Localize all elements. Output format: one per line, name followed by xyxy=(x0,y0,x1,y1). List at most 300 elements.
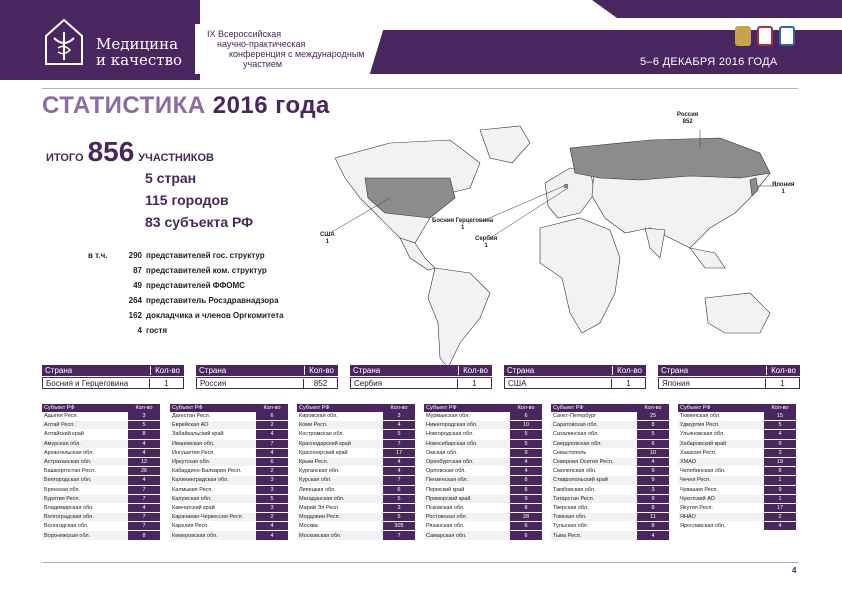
india-shape xyxy=(645,228,665,258)
breakdown-text: представителей ФФОМС xyxy=(146,281,245,290)
breakdown-text: представителей ком. структур xyxy=(146,266,267,275)
region-count: 7 xyxy=(256,440,288,448)
country-table-header xyxy=(42,365,184,377)
region-count: 6 xyxy=(256,412,288,420)
count-header: Кол-во xyxy=(150,366,184,375)
region-name: Северная Осетия Респ. xyxy=(551,458,637,466)
region-table xyxy=(424,404,542,541)
region-name: Ростовская обл. xyxy=(424,513,510,521)
region-row xyxy=(424,513,542,522)
region-name: Чувашия Респ. xyxy=(678,486,764,494)
breakdown-number: 264 xyxy=(128,296,142,305)
caduceus-logo-icon xyxy=(44,18,84,66)
region-name: Ингушетия Респ. xyxy=(170,449,256,457)
title-part2: 2016 года xyxy=(212,92,330,119)
region-name: Кабардино-Балкария Респ. xyxy=(170,467,256,475)
breakdown-number: 49 xyxy=(133,281,142,290)
region-row xyxy=(170,476,288,485)
region-count-header: Кол-во xyxy=(128,404,160,412)
breakdown-row xyxy=(88,311,146,326)
region-row xyxy=(297,449,415,458)
region-count: 4 xyxy=(128,504,160,512)
region-count: 4 xyxy=(256,522,288,530)
region-count: 8 xyxy=(764,467,796,475)
region-table-header xyxy=(678,404,796,412)
region-row xyxy=(170,513,288,522)
region-count: 3 xyxy=(383,504,415,512)
region-name: Москва xyxy=(297,522,383,530)
region-row xyxy=(170,531,288,540)
region-name: Астраханская обл. xyxy=(42,458,128,466)
country-count: 1 xyxy=(765,379,799,388)
region-row xyxy=(42,440,160,449)
region-name: Курская обл. xyxy=(297,476,383,484)
region-row xyxy=(551,421,669,430)
region-name: Самарская обл. xyxy=(424,531,510,539)
region-name: Ульяновская обл. xyxy=(678,430,764,438)
country-row xyxy=(504,377,646,389)
region-count-header: Кол-во xyxy=(637,404,669,412)
region-name: ХМАО xyxy=(678,458,764,466)
breakdown-number: 4 xyxy=(137,326,142,335)
region-header: Субъект РФ xyxy=(170,404,256,412)
region-count-header: Кол-во xyxy=(256,404,288,412)
region-count: 6 xyxy=(256,458,288,466)
country-table-header xyxy=(504,365,646,377)
region-row xyxy=(551,522,669,531)
breakdown-list xyxy=(88,251,146,341)
region-table xyxy=(678,404,796,531)
count-header: Кол-во xyxy=(612,366,646,375)
region-row xyxy=(551,513,669,522)
ann-japan-name: Япония xyxy=(772,182,795,188)
ann-usa xyxy=(320,232,335,246)
region-count: 11 xyxy=(637,513,669,521)
greenland-shape xyxy=(480,126,530,163)
region-row xyxy=(42,476,160,485)
region-count: 15 xyxy=(764,412,796,420)
region-name: Ярославская обл. xyxy=(678,522,764,530)
region-count: 12 xyxy=(128,458,160,466)
region-row xyxy=(424,467,542,476)
country-row xyxy=(658,377,800,389)
country-name: США xyxy=(508,378,527,388)
region-count: 4 xyxy=(256,430,288,438)
breakdown-prefix: в т.ч. xyxy=(88,251,108,260)
total-unit: УЧАСТНИКОВ xyxy=(138,152,214,164)
region-row xyxy=(424,495,542,504)
region-name: Татарстан Респ. xyxy=(551,495,637,503)
country-name: Россия xyxy=(200,378,227,388)
country-count: 1 xyxy=(149,379,183,388)
region-name: Еврейская АО xyxy=(170,421,256,429)
breakdown-number: 290 xyxy=(128,251,142,260)
region-name: Амурская обл. xyxy=(42,440,128,448)
region-row xyxy=(42,412,160,421)
region-table-header xyxy=(551,404,669,412)
country-count: 1 xyxy=(457,379,491,388)
region-count: 10 xyxy=(510,421,542,429)
region-count: 5 xyxy=(510,430,542,438)
emblems xyxy=(735,26,795,46)
region-count: 2 xyxy=(256,467,288,475)
region-row xyxy=(678,522,796,531)
region-row xyxy=(170,421,288,430)
region-count-header: Кол-во xyxy=(764,404,796,412)
country-table xyxy=(42,365,184,389)
region-name: Магаданская обл. xyxy=(297,495,383,503)
region-count: 4 xyxy=(510,458,542,466)
total-participants xyxy=(46,136,214,168)
region-name: Санкт-Петербург xyxy=(551,412,637,420)
region-table-header xyxy=(297,404,415,412)
country-table-header xyxy=(196,365,338,377)
region-name: Камчатский край xyxy=(170,504,256,512)
region-name: Мордовия Респ. xyxy=(297,513,383,521)
country-name: Сербия xyxy=(354,378,383,388)
agency-emblem-icon xyxy=(779,26,795,46)
region-row xyxy=(424,412,542,421)
region-name: Карелия Респ. xyxy=(170,522,256,530)
region-row xyxy=(678,476,796,485)
region-name: Забайкальский край xyxy=(170,430,256,438)
region-count: 4 xyxy=(637,458,669,466)
region-name: Костромская обл. xyxy=(297,430,383,438)
region-name: Иркутская обл. xyxy=(170,458,256,466)
country-name: Япония xyxy=(662,378,690,388)
australia-shape xyxy=(705,293,770,333)
region-count: 4 xyxy=(764,430,796,438)
region-count: 26 xyxy=(128,467,160,475)
region-count: 8 xyxy=(510,476,542,484)
region-row xyxy=(678,412,796,421)
region-row xyxy=(170,495,288,504)
region-name: Новосибирская обл. xyxy=(424,440,510,448)
total-count: 856 xyxy=(87,136,135,167)
region-row xyxy=(551,449,669,458)
region-name: Калужская обл. xyxy=(170,495,256,503)
region-row xyxy=(297,522,415,531)
region-count: 9 xyxy=(637,495,669,503)
region-name: Башкортостан Респ. xyxy=(42,467,128,475)
page-number: 4 xyxy=(792,566,797,575)
breakdown-text: представителей гос. структур xyxy=(146,251,265,260)
world-map xyxy=(330,118,800,373)
region-count: 6 xyxy=(637,440,669,448)
region-row xyxy=(170,486,288,495)
logo-line1: Медицина xyxy=(96,35,179,53)
region-name: Приморский край xyxy=(424,495,510,503)
region-row xyxy=(678,458,796,467)
region-count: 9 xyxy=(764,440,796,448)
region-count: 10 xyxy=(637,449,669,457)
region-count: 28 xyxy=(510,513,542,521)
conf-line-4: участием xyxy=(243,59,283,69)
region-name: Тверская обл. xyxy=(551,504,637,512)
region-count: 2 xyxy=(256,421,288,429)
region-name: Челябинская обл. xyxy=(678,467,764,475)
ann-russia xyxy=(677,112,698,126)
region-name: Тамбовская обл. xyxy=(551,486,637,494)
region-count: 2 xyxy=(764,513,796,521)
count-header: Кол-во xyxy=(766,366,800,375)
region-row xyxy=(551,412,669,421)
region-row xyxy=(42,486,160,495)
country-table xyxy=(350,365,492,389)
region-count: 4 xyxy=(128,476,160,484)
region-row xyxy=(42,467,160,476)
region-count: 7 xyxy=(128,513,160,521)
event-date: 5–6 ДЕКАБРЯ 2016 ГОДА xyxy=(640,56,778,68)
region-name: Московская обл. xyxy=(297,531,383,539)
region-row xyxy=(678,449,796,458)
region-name: Кемеровская обл. xyxy=(170,531,256,539)
ann-usa-name: США xyxy=(320,232,335,238)
region-row xyxy=(42,504,160,513)
region-count: 6 xyxy=(383,486,415,494)
region-row xyxy=(297,421,415,430)
breakdown-row xyxy=(88,296,146,311)
region-table xyxy=(170,404,288,541)
region-row xyxy=(297,412,415,421)
region-count: 3 xyxy=(256,486,288,494)
region-name: Сахалинская обл. xyxy=(551,430,637,438)
region-row xyxy=(42,531,160,540)
region-row xyxy=(424,449,542,458)
country-table xyxy=(658,365,800,389)
region-row xyxy=(42,421,160,430)
region-name: Саратовская обл. xyxy=(551,421,637,429)
region-row xyxy=(424,522,542,531)
region-table-header xyxy=(424,404,542,412)
region-count: 8 xyxy=(510,486,542,494)
ann-usa-value: 1 xyxy=(325,239,330,245)
region-row xyxy=(424,504,542,513)
country-row xyxy=(196,377,338,389)
region-name: Удмуртия Респ. xyxy=(678,421,764,429)
conference-text xyxy=(207,29,365,69)
africa-shape xyxy=(540,218,620,333)
region-name: Смоленская обл. xyxy=(551,467,637,475)
breakdown-row xyxy=(88,326,146,341)
region-row xyxy=(170,430,288,439)
region-header: Субъект РФ xyxy=(678,404,764,412)
country-header: Страна xyxy=(199,366,227,375)
region-row xyxy=(42,522,160,531)
header xyxy=(0,0,842,80)
region-count: 3 xyxy=(383,412,415,420)
region-row xyxy=(297,458,415,467)
logo-text xyxy=(96,36,182,68)
region-count: 8 xyxy=(128,430,160,438)
russia-highlight xyxy=(570,138,770,180)
count-header: Кол-во xyxy=(304,366,338,375)
region-count: 5 xyxy=(128,421,160,429)
region-name: Новгородская обл. xyxy=(424,430,510,438)
region-count: 3 xyxy=(128,412,160,420)
region-table-header xyxy=(170,404,288,412)
region-count: 5 xyxy=(383,495,415,503)
region-name: Архангельская обл. xyxy=(42,449,128,457)
balkans-highlight xyxy=(564,184,568,188)
region-name: Адыгея Респ. xyxy=(42,412,128,420)
ann-japan xyxy=(772,182,794,196)
region-row xyxy=(297,513,415,522)
region-table xyxy=(297,404,415,541)
region-name: Алтайский край xyxy=(42,430,128,438)
region-name: Коми Респ. xyxy=(297,421,383,429)
breakdown-text: представитель Росздравнадзора xyxy=(146,296,279,305)
region-row xyxy=(551,531,669,540)
region-count: 4 xyxy=(510,467,542,475)
central-america-shape xyxy=(400,238,435,270)
country-row xyxy=(350,377,492,389)
region-name: Дагестан Респ. xyxy=(170,412,256,420)
country-table-header xyxy=(658,365,800,377)
region-count: 5 xyxy=(510,440,542,448)
region-name: Омская обл. xyxy=(424,449,510,457)
region-row xyxy=(678,440,796,449)
region-row xyxy=(170,467,288,476)
region-name: Марий Эл Респ. xyxy=(297,504,383,512)
region-name: Кировская обл. xyxy=(297,412,383,420)
region-header: Субъект РФ xyxy=(424,404,510,412)
region-count: 25 xyxy=(637,412,669,420)
region-name: Орловская обл. xyxy=(424,467,510,475)
ann-serbia xyxy=(475,236,497,250)
region-count: 1 xyxy=(764,495,796,503)
breakdown-number: 162 xyxy=(128,311,142,320)
region-name: ЯНАО xyxy=(678,513,764,521)
region-name: Пензенская обл. xyxy=(424,476,510,484)
region-name: Крым Респ. xyxy=(297,458,383,466)
ann-russia-name: Россия xyxy=(677,112,699,118)
region-count: 4 xyxy=(256,531,288,539)
region-name: Ставропольский край xyxy=(551,476,637,484)
region-row xyxy=(42,458,160,467)
region-row xyxy=(170,449,288,458)
region-name: Севастополь xyxy=(551,449,637,457)
region-name: Якутия Респ. xyxy=(678,504,764,512)
conf-line-3: конференция с международным xyxy=(229,49,365,59)
region-count: 8 xyxy=(637,522,669,530)
ann-bosnia-value: 1 xyxy=(460,225,465,231)
region-table-header xyxy=(42,404,160,412)
region-name: Оренбургская обл. xyxy=(424,458,510,466)
region-row xyxy=(297,430,415,439)
region-count: 6 xyxy=(510,522,542,530)
breakdown-text: докладчика и членов Оргкомитета xyxy=(146,311,284,320)
region-row xyxy=(678,513,796,522)
region-name: Калининградская обл. xyxy=(170,476,256,484)
region-name: Хабаровский край xyxy=(678,440,764,448)
region-row xyxy=(551,467,669,476)
coat-of-arms-icon xyxy=(735,26,751,46)
region-count: 5 xyxy=(383,513,415,521)
region-row xyxy=(297,504,415,513)
south-america-shape xyxy=(428,268,490,368)
region-count-header: Кол-во xyxy=(383,404,415,412)
region-name: Красноярский край xyxy=(297,449,383,457)
region-row xyxy=(297,467,415,476)
region-row xyxy=(170,458,288,467)
country-header: Страна xyxy=(661,366,689,375)
region-count: 8 xyxy=(637,504,669,512)
region-count: 4 xyxy=(383,467,415,475)
region-count: 3 xyxy=(256,504,288,512)
region-count: 6 xyxy=(510,412,542,420)
region-row xyxy=(170,504,288,513)
conf-line-2: научно-практическая xyxy=(217,39,306,49)
region-row xyxy=(297,531,415,540)
ministry-emblem-icon xyxy=(757,26,773,46)
countries-count: 5 стран xyxy=(145,170,197,186)
region-count: 7 xyxy=(128,495,160,503)
region-row xyxy=(678,421,796,430)
region-name: Бурятия Респ. xyxy=(42,495,128,503)
region-table xyxy=(42,404,160,541)
region-row xyxy=(551,504,669,513)
region-row xyxy=(551,476,669,485)
region-name: Рязанская обл. xyxy=(424,522,510,530)
region-row xyxy=(424,476,542,485)
region-count: 4 xyxy=(128,449,160,457)
region-count: 3 xyxy=(256,476,288,484)
region-count: 305 xyxy=(383,522,415,530)
footer-divider xyxy=(42,562,798,563)
region-name: Курганская обл. xyxy=(297,467,383,475)
region-row xyxy=(551,486,669,495)
region-row xyxy=(424,486,542,495)
region-count: 9 xyxy=(510,449,542,457)
region-name: Тульская обл. xyxy=(551,522,637,530)
breakdown-row xyxy=(88,281,146,296)
breakdown-text: гостя xyxy=(146,326,168,335)
region-name: Брянская обл. xyxy=(42,486,128,494)
region-row xyxy=(424,430,542,439)
country-name: Босния и Герцеговина xyxy=(46,378,129,388)
region-count: 7 xyxy=(383,440,415,448)
region-table xyxy=(551,404,669,541)
region-count: 8 xyxy=(510,504,542,512)
region-row xyxy=(170,440,288,449)
region-row xyxy=(42,430,160,439)
region-name: Липецкая обл. xyxy=(297,486,383,494)
region-count: 7 xyxy=(128,486,160,494)
title-divider xyxy=(42,88,798,89)
region-name: Краснодарский край xyxy=(297,440,383,448)
region-name: Алтай Респ. xyxy=(42,421,128,429)
southeast-asia-shape xyxy=(690,248,725,268)
region-count: 3 xyxy=(764,449,796,457)
region-name: Нижегородская обл. xyxy=(424,421,510,429)
region-count: 3 xyxy=(637,486,669,494)
breakdown-row xyxy=(88,251,146,266)
region-row xyxy=(42,449,160,458)
region-name: Карачаево-Черкессия Респ. xyxy=(170,513,256,521)
region-name: Волгоградская обл. xyxy=(42,513,128,521)
country-row xyxy=(42,377,184,389)
region-row xyxy=(170,522,288,531)
region-row xyxy=(424,458,542,467)
region-row xyxy=(678,495,796,504)
region-count: 5 xyxy=(637,430,669,438)
region-name: Владимирская обл. xyxy=(42,504,128,512)
region-row xyxy=(42,513,160,522)
region-count: 4 xyxy=(128,440,160,448)
region-header: Субъект РФ xyxy=(297,404,383,412)
region-name: Белгородская обл. xyxy=(42,476,128,484)
